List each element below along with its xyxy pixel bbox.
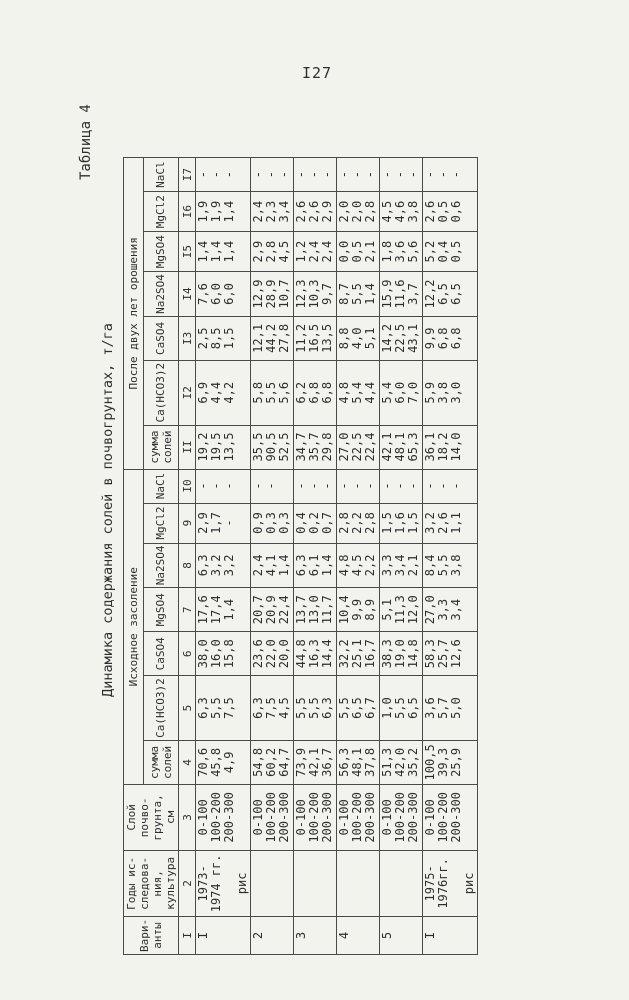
table-label: Таблица 4 — [78, 104, 94, 180]
table-cell: 5 — [380, 916, 423, 954]
table-cell: - - - — [380, 469, 423, 503]
table-cell: 3,3 3,4 2,1 — [380, 543, 423, 588]
header-ca-hco3-initial: Ca(HCO3)2 — [143, 676, 178, 741]
table-cell: 5,8 5,5 5,6 — [251, 360, 294, 425]
table-cell: 5,9 3,8 3,0 — [423, 360, 478, 425]
table-cell: - - - — [423, 469, 478, 503]
table-cell: 70,6 45,8 4,9 — [196, 740, 251, 784]
table-cell — [337, 850, 380, 916]
table-row — [380, 158, 423, 955]
table-cell: 6,3 6,1 1,4 — [294, 543, 337, 588]
col-number: 8 — [179, 543, 196, 588]
table-cell: - - - — [294, 158, 337, 192]
col-number: 9 — [179, 503, 196, 543]
table-cell: 12,2 6,5 6,5 — [423, 272, 478, 317]
table-cell: 6,9 4,4 4,2 — [196, 360, 251, 425]
table-cell: 0,0 0,5 2,1 — [337, 232, 380, 272]
table-cell: 11,2 16,5 13,5 — [294, 316, 337, 360]
table-cell: 42,1 48,1 65,3 — [380, 425, 423, 469]
table-cell: - - - — [337, 469, 380, 503]
table-cell: 2 — [251, 916, 294, 954]
table-cell: - - - — [380, 158, 423, 192]
table-cell: 4,8 4,5 2,2 — [337, 543, 380, 588]
table-cell: 27,0 22,5 22,4 — [337, 425, 380, 469]
table-cell: 2,6 2,6 2,9 — [294, 192, 337, 232]
header-ca-hco3-after: Ca(HCO3)2 — [143, 360, 178, 425]
table-cell: I — [423, 916, 478, 954]
table-cell: 8,7 5,5 1,4 — [337, 272, 380, 317]
table-cell: 8,4 5,5 3,8 — [423, 543, 478, 588]
col-number: 3 — [179, 784, 196, 850]
header-mgcl2-initial: MgCl2 — [143, 503, 178, 543]
table-cell: 2,8 2,2 2,8 — [337, 503, 380, 543]
col-number: I6 — [179, 192, 196, 232]
table-body — [196, 158, 478, 955]
table-cell: 9,9 6,8 6,8 — [423, 316, 478, 360]
table-cell: 12,3 10,3 9,7 — [294, 272, 337, 317]
table-cell: 100,5 39,3 25,9 — [423, 740, 478, 784]
header-nacl-after: NaCl — [143, 158, 178, 192]
col-number: 2 — [179, 850, 196, 916]
table-cell: 12,9 28,9 10,7 — [251, 272, 294, 317]
table-cell: 0-100 100-200 200-300 — [337, 784, 380, 850]
table-cell: 13,7 13,0 11,7 — [294, 588, 337, 632]
table-cell: 1975- 1976гг. рис — [423, 850, 478, 916]
table-cell: 5,5 5,5 6,3 — [294, 676, 337, 741]
header-variant: Вари- анты — [124, 916, 179, 954]
table-cell: 3 — [294, 916, 337, 954]
header-sum-initial: сумма солей — [143, 740, 178, 784]
col-number: I7 — [179, 158, 196, 192]
table-cell: - - - — [196, 158, 251, 192]
table-cell: 10,4 9,9 8,9 — [337, 588, 380, 632]
table-cell: 5,2 0,4 0,5 — [423, 232, 478, 272]
table-cell: 1,5 1,6 1,5 — [380, 503, 423, 543]
col-number: II — [179, 425, 196, 469]
table-cell: 3,6 5,7 5,0 — [423, 676, 478, 741]
table-cell: 4,5 4,6 3,8 — [380, 192, 423, 232]
table-cell: - - - — [337, 158, 380, 192]
table-cell: 0,9 0,3 0,3 — [251, 503, 294, 543]
col-number: 4 — [179, 740, 196, 784]
table-cell: 5,1 11,3 12,0 — [380, 588, 423, 632]
table-cell: 2,0 2,0 2,8 — [337, 192, 380, 232]
table-cell: 0-100 100-200 200-300 — [251, 784, 294, 850]
rotated-table-area — [78, 60, 598, 960]
col-number: I4 — [179, 272, 196, 317]
table-cell: 2,9 2,8 4,5 — [251, 232, 294, 272]
table-cell: I — [196, 916, 251, 954]
table-cell: 6,3 5,5 7,5 — [196, 676, 251, 741]
col-number: I5 — [179, 232, 196, 272]
table-cell: 0-100 100-200 200-300 — [294, 784, 337, 850]
table-cell: - - - — [423, 158, 478, 192]
table-cell: 12,1 44,2 27,8 — [251, 316, 294, 360]
table-cell: 38,0 16,0 15,8 — [196, 632, 251, 676]
table-cell: 2,4 4,1 1,4 — [251, 543, 294, 588]
header-after-irrigation: После двух лет орошения — [124, 158, 144, 469]
table-cell: 23,6 22,0 20,0 — [251, 632, 294, 676]
table-cell: 1,9 1,9 1,4 — [196, 192, 251, 232]
table-cell: 34,7 35,7 29,8 — [294, 425, 337, 469]
table-cell: 0,4 0,2 0,7 — [294, 503, 337, 543]
col-number: 7 — [179, 588, 196, 632]
table-cell: 4,8 5,4 4,4 — [337, 360, 380, 425]
table-cell — [380, 850, 423, 916]
table-cell: 14,2 22,5 43,1 — [380, 316, 423, 360]
table-cell: - - - — [251, 158, 294, 192]
table-row — [294, 158, 337, 955]
table-cell: 54,8 60,2 64,7 — [251, 740, 294, 784]
table-cell: 36,1 18,2 14,0 — [423, 425, 478, 469]
header-sum-after: сумма солей — [143, 425, 178, 469]
table-cell: 0-100 100-200 200-300 — [423, 784, 478, 850]
table-caption: Динамика содержания солей в почвогрунтах, т/га — [100, 323, 116, 697]
table-cell: 1973- 1974 гг. рис — [196, 850, 251, 916]
table-cell: 73,9 42,1 36,7 — [294, 740, 337, 784]
table-cell: 44,8 16,3 14,4 — [294, 632, 337, 676]
header-na2so4-after: Na2SO4 — [143, 272, 178, 317]
table-cell: 32,2 25,1 16,7 — [337, 632, 380, 676]
table-cell: 17,6 17,4 1,4 — [196, 588, 251, 632]
col-number: I — [179, 916, 196, 954]
header-na2so4-initial: Na2SO4 — [143, 543, 178, 588]
table-cell: 2,4 2,3 3,4 — [251, 192, 294, 232]
table-cell: 6,3 7,5 4,5 — [251, 676, 294, 741]
table-cell: 35,5 90,5 52,5 — [251, 425, 294, 469]
header-mgso4-initial: MgSO4 — [143, 588, 178, 632]
header-caso4-initial: CaSO4 — [143, 632, 178, 676]
header-initial-salinity: Исходное засоление — [124, 469, 144, 784]
table-cell: 51,3 42,0 35,2 — [380, 740, 423, 784]
table-cell: 2,6 0,5 0,6 — [423, 192, 478, 232]
header-caso4-after: CaSO4 — [143, 316, 178, 360]
table-cell: 4 — [337, 916, 380, 954]
table-cell: 58,3 25,7 12,6 — [423, 632, 478, 676]
table-cell: 27,0 3,3 3,4 — [423, 588, 478, 632]
header-nacl-initial: NaCl — [143, 469, 178, 503]
table-cell: 6,2 6,8 6,8 — [294, 360, 337, 425]
table-cell: 2,5 8,5 1,5 — [196, 316, 251, 360]
col-number: 5 — [179, 676, 196, 741]
table-cell: 1,0 5,5 6,5 — [380, 676, 423, 741]
col-number: 6 — [179, 632, 196, 676]
table-cell — [251, 850, 294, 916]
table-cell: 8,8 4,0 5,1 — [337, 316, 380, 360]
table-cell: 20,7 20,9 22,4 — [251, 588, 294, 632]
table-row — [337, 158, 380, 955]
table-cell: 1,2 2,4 2,4 — [294, 232, 337, 272]
table-cell: 5,4 6,0 7,0 — [380, 360, 423, 425]
table-cell: 1,4 1,4 1,4 — [196, 232, 251, 272]
table-cell: 2,9 1,7 - — [196, 503, 251, 543]
table-cell: 7,6 6,0 6,0 — [196, 272, 251, 317]
header-years: Годы ис- следова- ния, культура — [124, 850, 179, 916]
table-cell: 56,3 48,1 37,8 — [337, 740, 380, 784]
header-layer: Слой почво- грунта, см — [124, 784, 179, 850]
table-row — [423, 158, 478, 955]
table-cell: - - - — [294, 469, 337, 503]
header-mgso4-after: MgSO4 — [143, 232, 178, 272]
page-number: I27 — [302, 64, 333, 82]
table-cell: 6,3 3,2 3,2 — [196, 543, 251, 588]
table-cell: 0-100 100-200 200-300 — [380, 784, 423, 850]
table-row — [251, 158, 294, 955]
table-cell: 0-100 100-200 200-300 — [196, 784, 251, 850]
table-cell: 15,9 11,6 3,7 — [380, 272, 423, 317]
col-number: I3 — [179, 316, 196, 360]
table-cell — [294, 850, 337, 916]
table-cell: 38,3 19,0 14,8 — [380, 632, 423, 676]
table-cell: 3,2 2,6 1,1 — [423, 503, 478, 543]
header-mgcl2-after: MgCl2 — [143, 192, 178, 232]
table-row — [196, 158, 251, 955]
col-number: I0 — [179, 469, 196, 503]
salt-dynamics-table — [123, 157, 478, 955]
col-number: I2 — [179, 360, 196, 425]
table-cell: - - - — [196, 469, 251, 503]
table-cell: - - — [251, 469, 294, 503]
table-cell: 19,2 19,5 13,5 — [196, 425, 251, 469]
table-cell: 1,8 3,6 5,6 — [380, 232, 423, 272]
table-cell: 5,5 6,5 6,7 — [337, 676, 380, 741]
